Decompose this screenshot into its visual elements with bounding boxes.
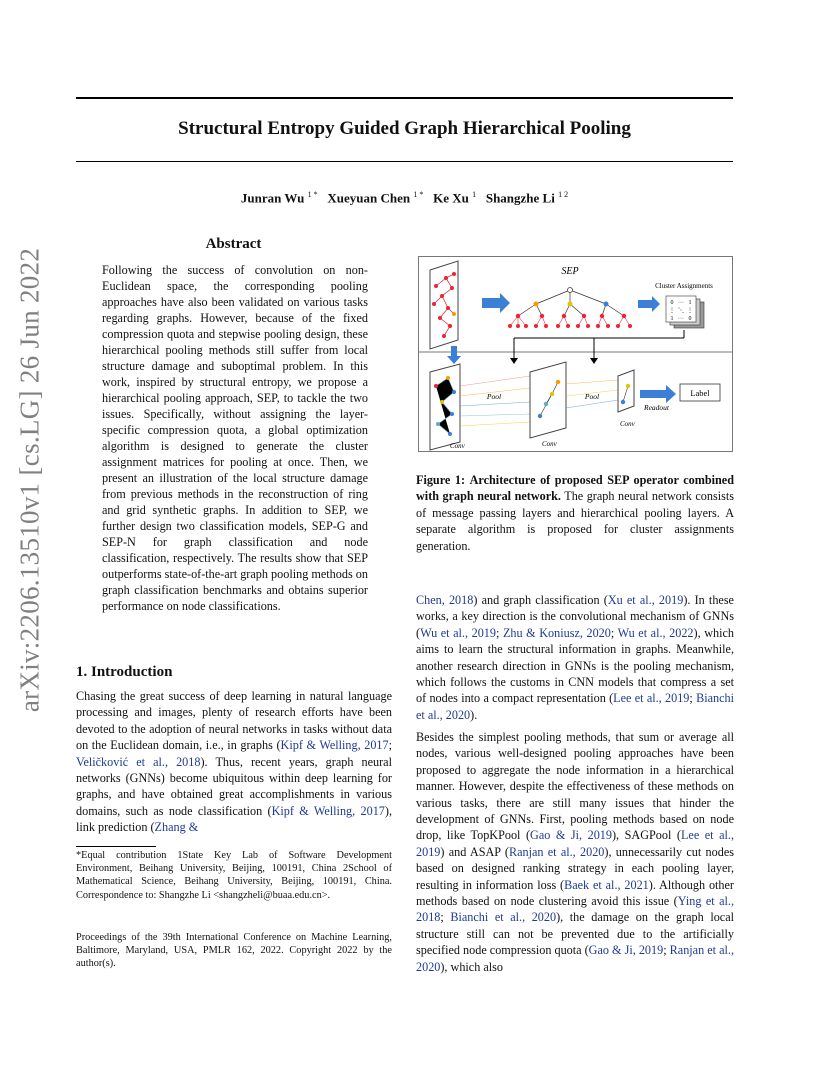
citation-link[interactable]: Bianchi et al., 2020	[416, 691, 735, 722]
label-text: Label	[690, 388, 710, 398]
author-name: Ke Xu	[433, 190, 469, 206]
body-text: ). Although other methods based on node clustering avoid this issue (	[416, 877, 734, 909]
body-text: ;	[689, 691, 697, 706]
citation-link[interactable]: Wu et al., 2019	[420, 625, 496, 640]
body-text: ;	[610, 625, 618, 640]
citation-link[interactable]: Kipf & Welling, 2017	[271, 803, 385, 818]
author-affiliation-marks: 1 *	[307, 190, 318, 199]
abstract-heading: Abstract	[205, 236, 262, 252]
figure-architecture	[418, 256, 733, 452]
architecture-diagram	[418, 256, 733, 452]
footnote-rule	[76, 846, 156, 847]
conv-graph-3-node	[626, 384, 630, 388]
body-text: ), the damage on the graph local structure still can not be prevented due to the artificially specified node compression quota (	[416, 910, 735, 958]
body-text: ), which aims to learn the structural information in graphs. Meanwhile, another research direction in GNNs is the pooling mechanism, which follows the customs in CNN models that compress a set of nodes into a compact representation (	[416, 625, 735, 706]
citation-link[interactable]: Xu et al., 2019	[607, 593, 684, 607]
citation-link[interactable]: Gao & Ji, 2019	[588, 943, 664, 958]
body-text: ;	[495, 625, 503, 640]
body-text: Besides the simplest pooling methods, that sum or average all nodes, various well-designed pooling approaches have been proposed to aggregate the node information in a hierarchical manner. However, despite the effectiveness of these methods on various tasks, there are still many issues that hinder the development of GNNs. First, pooling methods based on node drop, like TopKPool (	[416, 730, 734, 843]
author-affiliation-marks: 1 2	[558, 190, 569, 199]
citation-link[interactable]: Lee et al., 2019	[416, 828, 734, 859]
section-heading-introduction: 1. Introduction	[76, 664, 173, 680]
body-text: ) and graph classification (	[473, 593, 608, 607]
arxiv-stamp	[8, 180, 52, 780]
caption-label: Figure 1:	[416, 473, 466, 487]
matrix-entry: ···	[678, 300, 684, 306]
conv-graph-3-node	[621, 400, 625, 404]
conv-label: Conv	[542, 440, 557, 448]
cluster-matrix-entries	[669, 300, 693, 322]
author-name: Xueyuan Chen	[327, 190, 411, 206]
matrix-entry: ⋱	[678, 308, 684, 314]
citation-link[interactable]: Wu et al., 2022	[617, 625, 694, 640]
body-text: ), link prediction (	[76, 803, 392, 835]
title-rule	[76, 161, 733, 162]
citation-link[interactable]: Zhang &	[154, 820, 199, 835]
matrix-entry: 0	[688, 316, 692, 322]
body-text: ;	[663, 943, 670, 958]
matrix-entry: 1	[688, 300, 692, 306]
author-list	[76, 190, 733, 206]
conv-label: Conv	[620, 420, 635, 428]
matrix-entry: 0	[670, 300, 674, 306]
citation-link[interactable]: Zhu & Koniusz, 2020	[502, 625, 611, 640]
citation-link[interactable]: Kipf & Welling, 2017	[280, 738, 389, 753]
body-text: ) and ASAP (	[440, 844, 509, 859]
author-name: Junran Wu	[240, 190, 305, 206]
body-paragraph	[416, 592, 734, 723]
body-text: Chasing the great success of deep learning in natural language processing and images, plenty of research efforts have been devoted to the adoption of neural networks in tasks without data on the Euclidean domain, i.e., in graphs (	[76, 689, 392, 753]
body-text: ). Thus, recent years, graph neural networks (GNNs) become ubiquitous within deep learning for graphs, and have obtained great accomplishments in various domains, such as node classification (	[76, 754, 392, 818]
matrix-entry: 1	[670, 316, 674, 322]
top-rule	[76, 97, 733, 99]
conv-panel-2	[530, 362, 566, 438]
citation-link[interactable]: Veličković et al., 2018	[76, 754, 201, 769]
citation-link[interactable]: Baek et al., 2021	[564, 877, 649, 892]
body-text: ), SAGPool (	[612, 828, 681, 843]
matrix-entry: ···	[678, 316, 684, 322]
proceedings-text: Proceedings of the 39th International Conference on Machine Learning, Baltimore, Maryland, USA, PMLR 162, 2022. Copyright 2022 by the author(s).	[76, 932, 392, 970]
citation-link[interactable]: Ranjan et al., 2020	[508, 844, 605, 859]
body-text: ).	[470, 707, 478, 722]
conv-panel-3	[618, 370, 634, 412]
body-text: ), which also	[440, 959, 503, 974]
citation-link[interactable]: Chen, 2018	[416, 593, 474, 607]
conv-label: Conv	[450, 442, 465, 450]
readout-label: Readout	[644, 403, 669, 412]
body-text: ;	[388, 738, 393, 753]
paper-title: Structural Entropy Guided Graph Hierarchical Pooling	[178, 118, 631, 139]
author-name: Shangzhe Li	[485, 190, 555, 206]
citation-link[interactable]: Gao & Ji, 2019	[530, 828, 612, 843]
abstract-body: Following the success of convolution on non-Euclidean space, the corresponding pooling approaches have also been validated on various tasks regarding graphs. However, because of the fixed compression quota and stepwise pooling design, these hierarchical pooling methods still suffer from local structure damage and suboptimal problem. In this work, inspired by structural entropy, we propose a hierarchical pooling approach, SEP, to tackle the two issues. Specifically, without assigning the layer-specific compression quota, a global optimization algorithm is designed to generate the cluster assignment matrices for pooling at once. Then, we present an illustration of the local structure damage from previous methods in the reconstruction of ring and grid synthetic graphs. In addition to SEP, we further design two classification models, SEP-G and SEP-N for graph classification and node classification, respectively. The results show that SEP outperforms state-of-the-art graph pooling methods on graph classification benchmarks and obtains superior performance on node classifications.	[102, 263, 368, 613]
body-text: ), unnecessarily cut nodes based on designed ranking strategy in each pooling layer, resulting in information loss (	[416, 844, 734, 892]
citation-link[interactable]: Ranjan et al., 2020	[416, 943, 734, 974]
citation-link[interactable]: Lee et al., 2019	[613, 691, 690, 706]
sep-label: SEP	[561, 266, 579, 277]
body-text: ;	[440, 910, 451, 925]
proceedings-note	[76, 931, 392, 971]
body-text: ). In these works, a key direction is the convolutional mechanism of GNNs (	[416, 593, 734, 640]
citation-link[interactable]: Bianchi et al., 2020	[450, 910, 557, 925]
cluster-assignments-label: Cluster Assignments	[655, 282, 713, 290]
body-paragraph	[416, 729, 734, 975]
pool-label: Pool	[584, 392, 600, 401]
caption-bold: Architecture of proposed SEP operator combined with graph neural network.	[416, 473, 734, 504]
arxiv-stamp-text: arXiv:2206.13510v1 [cs.LG] 26 Jun 2022	[14, 247, 45, 713]
figure-caption	[416, 472, 734, 554]
author-affiliation-marks: 1 *	[413, 190, 424, 199]
pool-label: Pool	[486, 392, 502, 401]
intro-paragraph	[76, 688, 392, 836]
matrix-entry: ⋮	[687, 308, 693, 314]
caption-text: The graph neural network consists of message passing layers and hierarchical pooling layers. A separate algorithm is proposed for cluster assignments generation.	[416, 489, 734, 553]
matrix-entry: ⋮	[669, 308, 675, 314]
footnote-affiliations: *Equal contribution 1State Key Lab of Software Development Environment, Beihang University, Beijing, 100191, China 2School of Mathematical Science, Beihang University, Beijing, 100191, China. Correspondence to: Shangzhe Li <shangzheli@buaa.edu.cn>.	[76, 850, 392, 901]
citation-link[interactable]: Ying et al., 2018	[416, 894, 735, 925]
author-affiliation-marks: 1	[472, 190, 477, 199]
